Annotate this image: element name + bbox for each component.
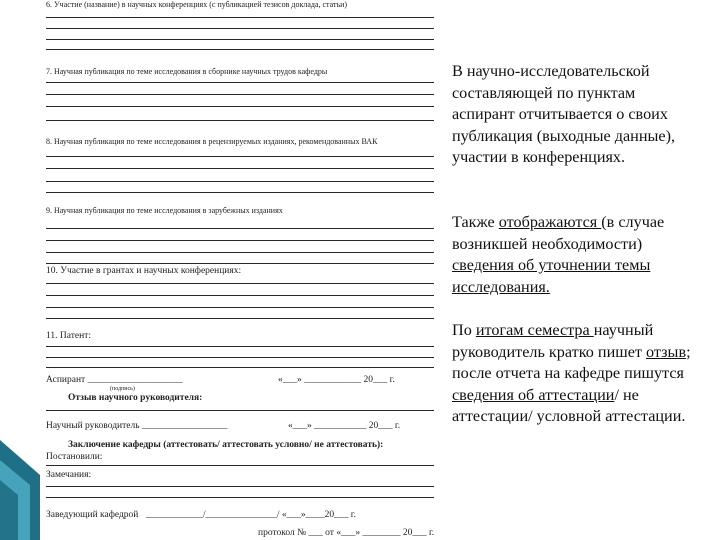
form-line — [46, 307, 434, 308]
signature-caption: (подпись) — [110, 386, 135, 392]
supervisor-date: «___» ___________ 20___ г. — [288, 421, 401, 431]
form-line — [46, 410, 434, 411]
item-10-label: 10. Участие в грантах и научных конференциях: — [46, 266, 242, 276]
form-line — [46, 156, 434, 157]
aspirant-signature: Аспирант ____________________ — [46, 375, 183, 385]
department-conclusion-label: Заключение кафедры (аттестовать/ аттестовать условно/ не аттестовать): — [68, 440, 384, 450]
explanation-paragraph-2 — [452, 212, 702, 298]
form-line — [46, 39, 434, 40]
form-line — [46, 28, 434, 29]
form-line — [46, 181, 434, 182]
item-6-label: 6. Участие (название) в научных конференциях (с публикацией тезисов доклада, статьи) — [46, 0, 348, 9]
form-line — [46, 17, 434, 18]
text-part: По — [452, 321, 476, 339]
form-line — [46, 486, 434, 487]
underlined-text: сведения об аттестации — [452, 385, 615, 404]
form-line — [46, 318, 434, 319]
aspirant-date: «___» ____________ 20___ г. — [278, 375, 395, 385]
text-part: (в случае возникшей необходимости) — [452, 213, 665, 253]
underlined-text: сведения об уточнении темы исследования. — [452, 256, 651, 296]
supervisor-review-label: Отзыв научного руководителя: — [68, 393, 203, 403]
form-line — [46, 295, 434, 296]
form-line — [46, 283, 434, 284]
item-8-label: 8. Научная публикация по теме исследования в рецензируемых изданиях, рекомендованных ВАК — [46, 137, 378, 146]
form-line — [46, 82, 434, 83]
underlined-text: отзыв — [646, 342, 687, 361]
paragraph-1-text: В научно-исследовательской составляющей по пунктам аспирант отчитывается о своих публикация (выходные данные), участии в конференциях. — [452, 62, 676, 167]
protocol-line: протокол № ___ от «___» ________ 20___ г. — [258, 528, 435, 538]
explanation-paragraph-3 — [452, 320, 702, 428]
underlined-text: отображаются — [498, 213, 602, 231]
remarks-label: Замечания: — [46, 470, 92, 480]
form-line — [46, 465, 434, 466]
form-line — [46, 168, 434, 169]
form-line — [46, 263, 434, 264]
form-line — [46, 497, 434, 498]
form-line — [46, 367, 434, 368]
decided-label: Постановили: — [46, 452, 103, 462]
form-line — [46, 346, 434, 347]
form-line — [46, 252, 434, 253]
item-7-label: 7. Научная публикация по теме исследования в сборнике научных трудов кафедры — [46, 67, 328, 76]
form-line — [46, 49, 434, 50]
text-part: ; после отчета на кафедре пишутся — [452, 342, 691, 383]
supervisor-signature: Научный руководитель __________________ — [46, 421, 228, 431]
text-part: научный руководитель кратко пишет — [452, 321, 654, 361]
text-part: Также — [452, 213, 499, 231]
explanation-paragraph-1 — [452, 61, 702, 169]
text-part: / не аттестации/ условной аттестации. — [452, 385, 686, 426]
item-9-label: 9. Научная публикация по теме исследования в зарубежных изданиях — [46, 206, 283, 215]
corner-decoration-icon — [0, 440, 40, 540]
paragraph-2-text — [452, 212, 702, 298]
form-line — [46, 357, 434, 358]
form-line — [46, 240, 434, 241]
item-11-label: 11. Патент: — [46, 331, 91, 341]
form-line — [46, 120, 434, 121]
paragraph-3-text — [452, 320, 702, 428]
form-line — [46, 106, 434, 107]
head-of-department-signature: ____________/_______________/ «___»____20___ г. — [146, 510, 356, 520]
head-of-department-label: Заведующий кафедрой — [46, 510, 139, 520]
form-line — [46, 94, 434, 95]
form-line — [46, 192, 434, 193]
underlined-text: итогам семестра — [475, 321, 594, 339]
form-line — [46, 228, 434, 229]
